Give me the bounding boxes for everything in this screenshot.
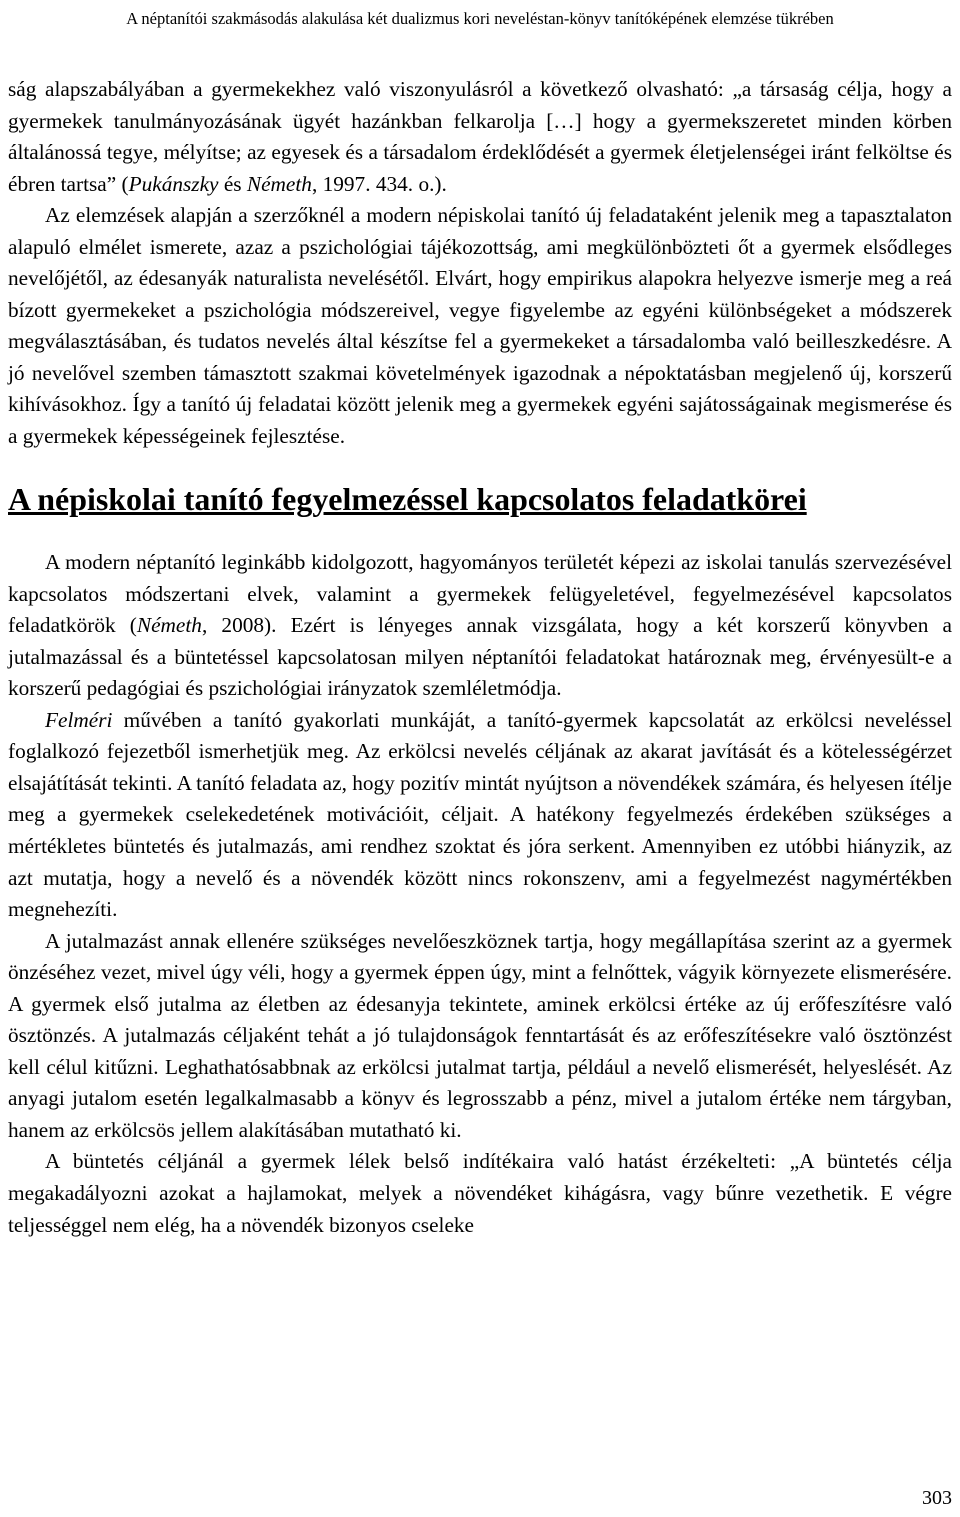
body-text [8, 74, 952, 1241]
paragraph-5: A jutalmazást annak ellenére szükséges nevelőeszköznek tartja, hogy megállapítása szerint az a gyermek önzéséhez vezet, mivel úgy véli, hogy a gyermek éppen úgy, mint a felnőttek, vágyik környezete elismerésére. A gyermek első jutalma az életben az édesanyja tekintete, aminek erkölcsi értéke az új erőfeszítésre való ösztönzés. A jutalmazás céljaként tehát a jó tulajdonságok fenntartását és az erőfeszítésekre való ösztönzést kell célul kitűzni. Leghathatósabbnak az erkölcsi jutalmat tartja, például a nevelő elismerését, helyeslését. Az anyagi jutalom esetén legalkalmasabb a könyv és legrosszabb a pénz, mivel a jutalom értéke nem tárgyban, hanem az erkölcsös jellem alakításában mutatható ki. [8, 928, 952, 1142]
paragraph-3 [8, 547, 952, 705]
author-citation-nemeth-2008: Németh [136, 613, 202, 638]
paragraph-1 [8, 74, 952, 200]
paragraph-3-text-c: , 2008). Ezért is lényeges annak vizsgálata, hogy a két korszerű könyvben a jutalmazással és a büntetéssel kapcsolatosan milyen néptanítói feladatokat határoznak meg, érvényesült-e a korszerű pedagógiai és pszichológiai irányzatok szemléletmódja. [8, 613, 952, 701]
paragraph-6: A büntetés céljánál a gyermek lélek belső indítékaira való hatást érzékelteti: „A büntetés célja megakadályozni azokat a hajlamokat, melyek a növendéket kihágásra, vagy bűnre vezethetik. E végre teljességgel nem elég, ha a növendék bizonyos cseleke [8, 1149, 952, 1237]
author-reference-felmeri: Felméri [45, 707, 113, 732]
paragraph-4-text-b: művében a tanító gyakorlati munkáját, a tanító-gyermek kapcsolatát az erkölcsi neveléssel foglalkozó fejezetből ismerhetjük meg. Az erkölcsi nevelés céljának az akarat javítását és a kötelességérzet elsajátítását tekinti. A tanító feladata az, hogy pozitív mintát nyújtson a növendékek számára, és helyesen ítélje meg a gyermekek cselekedetének motivációit, céljait. A hatékony fegyelmezés érdekében szükséges a mértékletes büntetés és jutalmazás, ami rendhez szoktat és jóra serkent. Amennyiben ez utóbbi hiányzik, az azt mutatja, hogy a nevelő és a növendék között nincs rokonszenv, ami a fegyelmezést nagymértékben megnehezíti. [8, 707, 952, 922]
author-citation-nemeth: Németh [246, 171, 312, 196]
paragraph-4 [8, 705, 952, 926]
paragraph-3-text-a: A modern néptanító leginkább kidolgozott, hagyományos területét képezi az iskolai tanulás szervezésével kapcsolatos módszertani elvek, valamint a gyermekek felügyeletével, fegyelmezésével kapcsolatos feladatkörök ( [8, 550, 952, 638]
section-heading [8, 453, 952, 548]
page-number: 303 [922, 1487, 952, 1509]
section-heading-text: A népiskolai tanító fegyelmezéssel kapcsolatos feladatkörei [8, 482, 807, 518]
running-head: A néptanítói szakmásodás alakulása két dualizmus kori neveléstan-könyv tanítóképének elemzése tükrében [126, 9, 834, 28]
paragraph-1-text-c: és [218, 171, 247, 196]
paragraph-1-text-e: , 1997. 434. o.). [311, 171, 447, 196]
paragraph-1-text-a: ság alapszabályában a gyermekekhez való viszonyulásról a következő olvasható: „a társaság célja, hogy a gyermekek tanulmányozásának ügyét hazánkban felkarolja […] hogy a gyermekszeretet minden körben általánossá tegye, mélyítse; az egyesek és a társadalom érdeklődését a gyermek életjelenségei iránt felköltse és ébren tartsa” ( [8, 77, 952, 196]
paragraph-2: Az elemzések alapján a szerzőknél a modern népiskolai tanító új feladataként jelenik meg a tapasztalaton alapuló elmélet ismerete, azaz a pszichológiai tájékozottság, ami megkülönbözteti őt a gyermek elsődleges nevelőjétől, az édesanyák naturalista nevelésétől. Elvárt, hogy empirikus alapokra helyezve ismerje meg a reá bízott gyermekeket a pszichológia módszereivel, vegye figyelembe az egyéni különbségeket a módszerek megválasztásában, és tudatos nevelés által készítse fel a gyermekeket a társadalomba való beilleszkedésre. A jó nevelővel szemben támasztott szakmai követelmények igazodnak a népoktatásban megjelenő új, korszerű kihívásokhoz. Így a tanító új feladatai között jelenik meg a gyermekek egyéni sajátosságainak megismerése és a gyermekek képességeinek fejlesztése. [8, 203, 952, 449]
author-citation-pukanszky: Pukánszky [128, 171, 219, 196]
